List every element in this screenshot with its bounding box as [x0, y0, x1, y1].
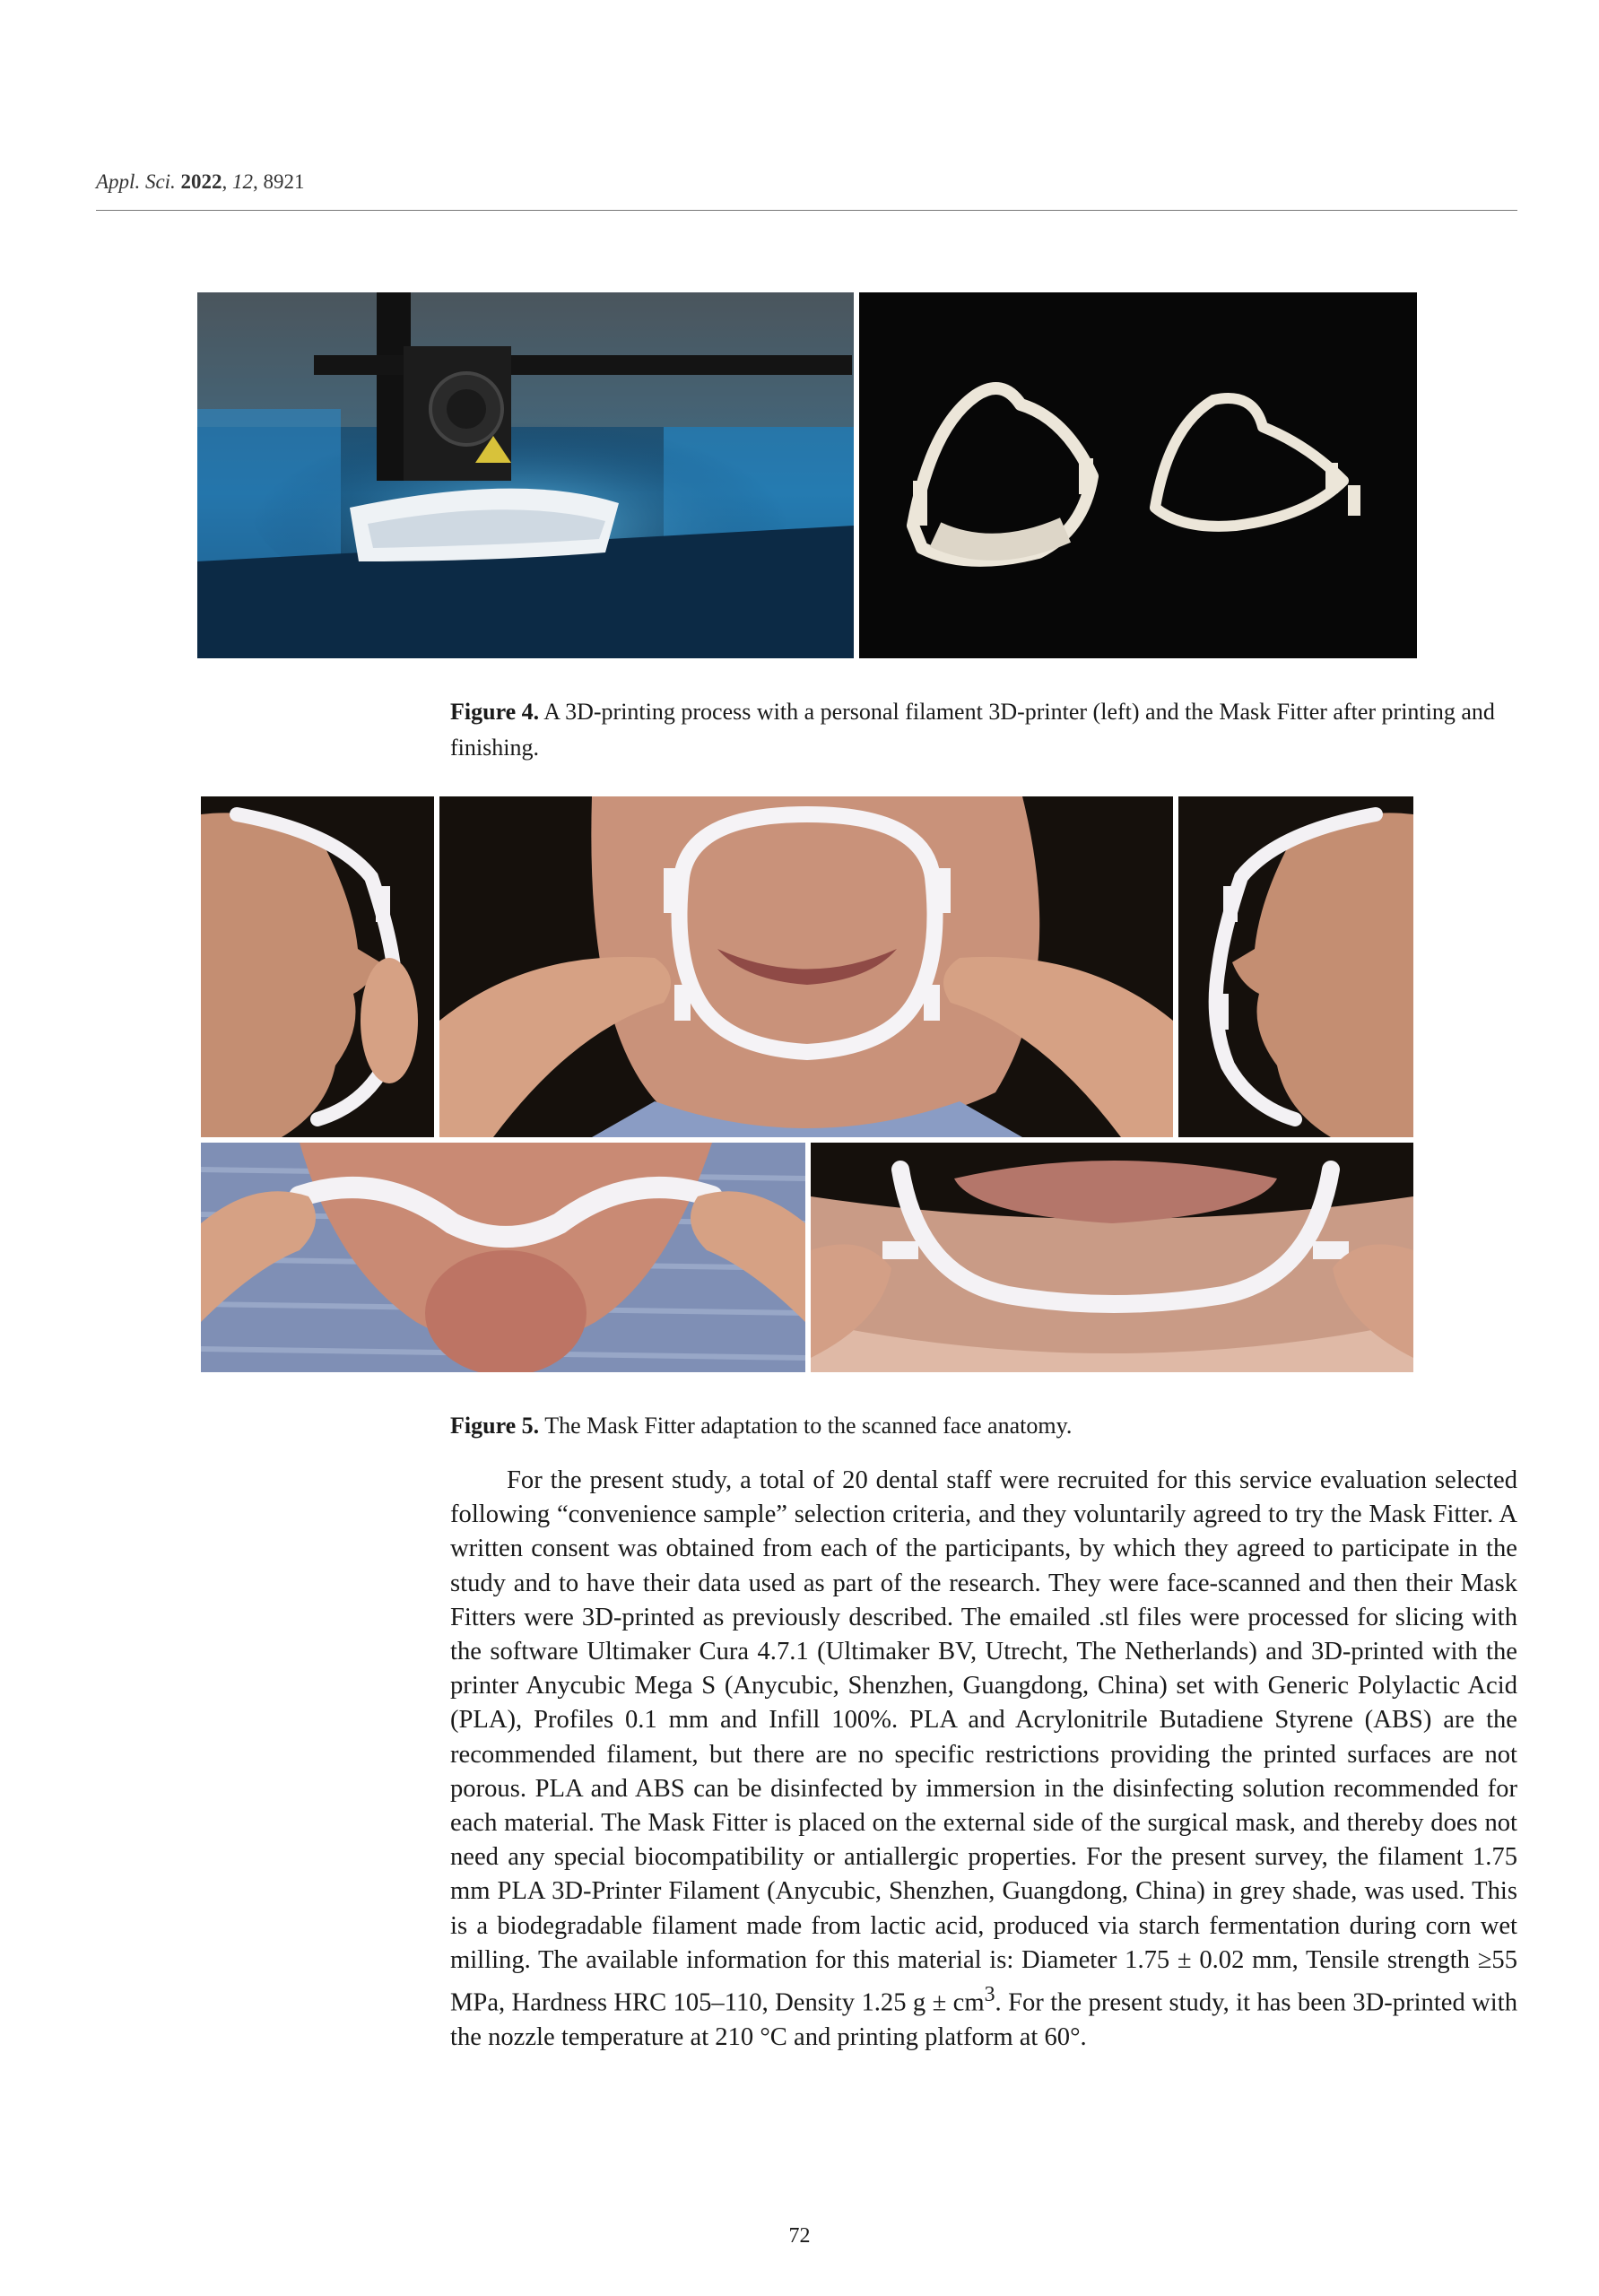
figure4-caption-text: A 3D-printing process with a personal filament 3D-printer (left) and the Mask Fitter after printing and finishing.: [450, 699, 1495, 761]
journal-volume: 12: [232, 170, 254, 193]
header-rule: [96, 210, 1517, 211]
figure5-right-profile-photo: [1178, 796, 1413, 1137]
figure4-mask-fitter-photo: [859, 292, 1417, 658]
figure5-left-profile-photo: [201, 796, 434, 1137]
page-number: 72: [788, 2224, 811, 2248]
figure5-label: Figure 5.: [450, 1413, 540, 1439]
journal-year: 2022: [180, 170, 222, 193]
journal-name: Appl. Sci.: [96, 170, 176, 193]
article-number: 8921: [263, 170, 305, 193]
figure5-chin-view-photo: [811, 1143, 1413, 1372]
body-paragraph: [450, 1464, 1517, 2055]
figure5-caption-text: The Mask Fitter adaptation to the scanned face anatomy.: [544, 1413, 1073, 1439]
body-text-main: For the present study, a total of 20 dental staff were recruited for this service evaluation selected following “convenience sample” selection criteria, and they voluntarily agreed to try the Mask Fitter. A written consent was obtained from each of the participants, by which they agreed to participate in the study and to have their data used as part of the research. They were face-scanned and then their Mask Fitters were 3D-printed as previously described. The emailed .stl files were processed for slicing with the software Ultimaker Cura 4.7.1 (Ultimaker BV, Utrecht, The Netherlands) and 3D-printed with the printer Anycubic Mega S (Anycubic, Shenzhen, Guangdong, China) set with Generic Polylactic Acid (PLA), Profiles 0.1 mm and Infill 100%. PLA and Acrylonitrile Butadiene Styrene (ABS) are the recommended filament, but there are no specific restrictions providing the printed surfaces are not porous. PLA and ABS can be disinfected by immersion in the disinfecting solution recommended for each material. The Mask Fitter is placed on the external side of the surgical mask, and thereby does not need any special biocompatibility or antiallergic properties. For the present survey, the filament 1.75 mm PLA 3D-Printer Filament (Anycubic, Shenzhen, Guangdong, China) in grey shade, was used. This is a biodegradable filament made from lactic acid, produced via starch fermentation during corn wet milling. The available information for this material is: Diameter 1.75 ± 0.02 mm, Tensile strength ≥55 MPa, Hardness HRC 105–110, Density 1.25 g ± cm: [450, 1466, 1517, 2017]
figure5-nose-view-photo: [201, 1143, 805, 1372]
body-text-end: . For the present study, it has been 3D-printed with the nozzle temperature at 210 °C and printing platform at 60°.: [450, 1988, 1517, 2051]
figure4-label: Figure 4.: [450, 699, 540, 725]
figure4-printer-photo: [197, 292, 854, 658]
running-header: Appl. Sci. 2022, 12, 8921: [96, 170, 305, 193]
body-superscript: 3: [984, 1983, 995, 2007]
figure5-frontal-photo: [439, 796, 1173, 1137]
figure4-caption: [450, 694, 1517, 766]
figure5-caption: [450, 1408, 1517, 1444]
